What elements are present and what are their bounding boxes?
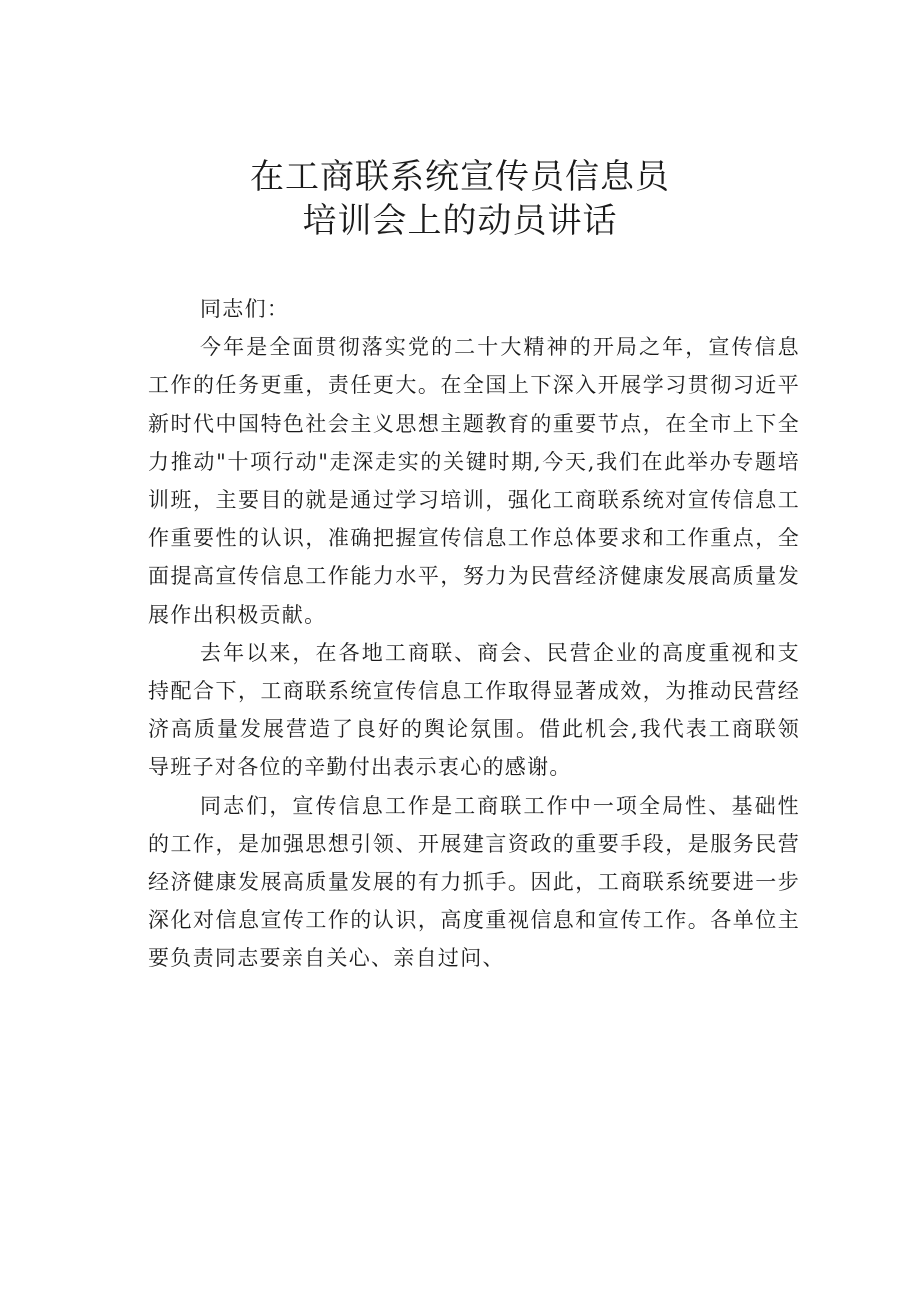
document-title-line-2: 培训会上的动员讲话 [302, 201, 618, 241]
document-body [148, 290, 800, 978]
paragraph-3: 同志们，宣传信息工作是工商联工作中一项全局性、基础性的工作，是加强思想引领、开展建言资政的重要手段，是服务民营经济健康发展高质量发展的有力抓手。因此，工商联系统要进一步深化对信息宣传工作的认识，高度重视信息和宣传工作。各单位主要负责同志要亲自关心、亲自过问、 [148, 793, 800, 971]
salutation: 同志们： [200, 297, 290, 321]
document-title-line-1: 在工商联系统宣传员信息员 [250, 157, 670, 197]
paragraph-2: 去年以来，在各地工商联、商会、民营企业的高度重视和支持配合下，工商联系统宣传信息工作取得显著成效，为推动民营经济高质量发展营造了良好的舆论氛围。借此机会,我代表工商联领导班子对各位的辛勤付出表示衷心的感谢。 [148, 640, 800, 780]
paragraph-1: 今年是全面贯彻落实党的二十大精神的开局之年，宣传信息工作的任务更重，责任更大。在全国上下深入开展学习贯彻习近平新时代中国特色社会主义思想主题教育的重要节点，在全市上下全力推动"十项行动"走深走实的关键时期,今天,我们在此举办专题培训班，主要目的就是通过学习培训，强化工商联系统对宣传信息工作重要性的认识，准确把握宣传信息工作总体要求和工作重点，全面提高宣传信息工作能力水平，努力为民营经济健康发展高质量发展作出积极贡献。 [148, 335, 800, 627]
